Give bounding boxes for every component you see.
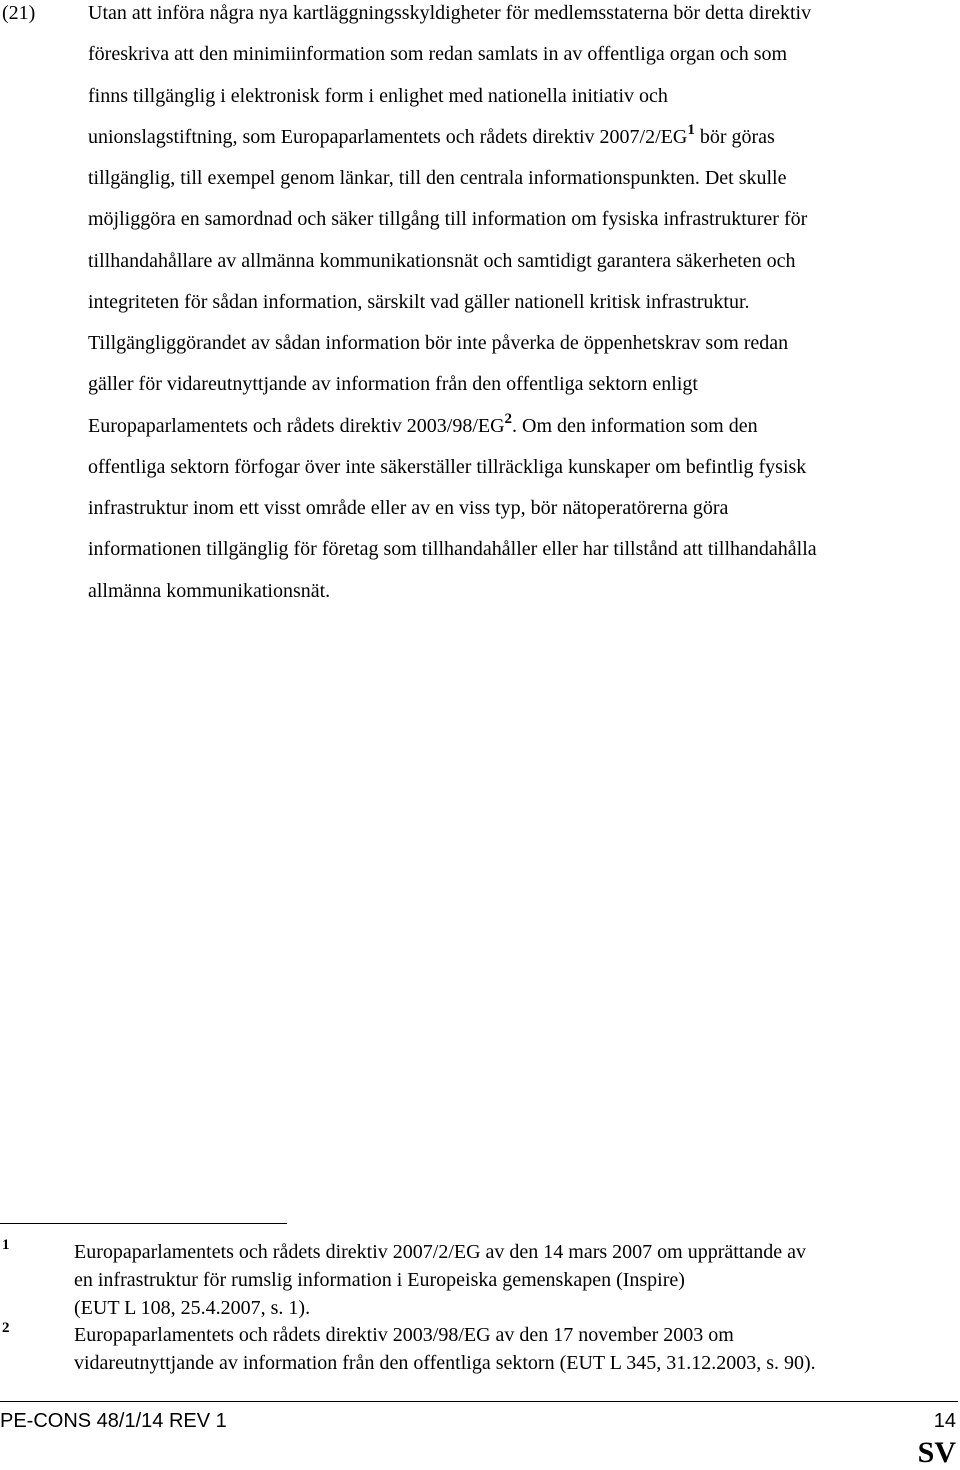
footnote-text xyxy=(74,1324,960,1380)
paragraph-number: (21) xyxy=(2,2,36,24)
footnote-line: Europaparlamentets och rådets direktiv 2007/2/EG av den 14 mars 2007 om upprättande av xyxy=(74,1241,807,1263)
paragraph-line xyxy=(88,410,956,456)
footnote-number: 2 xyxy=(2,1320,10,1336)
paragraph-line: informationen tillgänglig för företag som tillhandahåller eller har tillstånd att tillhandahålla xyxy=(88,538,817,561)
paragraph-body xyxy=(88,2,956,621)
footnote-ref-1[interactable]: 1 xyxy=(687,122,695,139)
paragraph-line: integriteten för sådan information, särskilt vad gäller nationell kritisk infrastruktur. xyxy=(88,290,750,313)
footnote-text xyxy=(74,1241,960,1325)
footnote-line: vidareutnyttjande av information från den offentliga sektorn (EUT L 345, 31.12.2003, s. 90). xyxy=(74,1352,816,1374)
paragraph-line: infrastruktur inom ett visst område eller av en viss typ, bör nätoperatörerna göra xyxy=(88,497,729,519)
paragraph-line: möjliggöra en samordnad och säker tillgång till information om fysiska infrastrukturer för xyxy=(88,208,808,231)
paragraph-line: finns tillgänglig i elektronisk form i enlighet med nationella initiativ och xyxy=(88,84,668,107)
footnote-separator xyxy=(0,1223,287,1224)
footnote-line: (EUT L 108, 25.4.2007, s. 1). xyxy=(74,1297,311,1319)
paragraph-line: offentliga sektorn förfogar över inte säkerställer tillräckliga kunskaper om befintlig fysisk xyxy=(88,455,807,478)
paragraph-line-text: Europaparlamentets och rådets direktiv 2003/98/EG xyxy=(88,414,505,437)
paragraph-line: föreskriva att den minimiinformation som redan samlats in av offentliga organ och som xyxy=(88,43,788,66)
paragraph-line-text: unionslagstiftning, som Europaparlamentets och rådets direktiv 2007/2/EG xyxy=(88,125,688,148)
page-number: 14 xyxy=(933,1410,956,1432)
language-code: SV xyxy=(917,1436,956,1469)
footer-separator xyxy=(0,1401,958,1402)
paragraph-line-text: bör göras xyxy=(694,125,775,148)
footnote-ref-2[interactable]: 2 xyxy=(504,410,513,427)
document-reference: PE-CONS 48/1/14 REV 1 xyxy=(0,1410,227,1432)
paragraph-line xyxy=(88,122,956,167)
paragraph-line: allmänna kommunikationsnät. xyxy=(88,579,331,602)
footnote-line: Europaparlamentets och rådets direktiv 2003/98/EG av den 17 november 2003 om xyxy=(74,1324,734,1346)
paragraph-line: Tillgängliggörandet av sådan information bör inte påverka de öppenhetskrav som redan xyxy=(88,332,789,354)
footnote-line: en infrastruktur för rumslig information i Europeiska gemenskapen (Inspire) xyxy=(74,1269,685,1291)
footnote-number: 1 xyxy=(2,1237,10,1253)
paragraph-line: gäller för vidareutnyttjande av information från den offentliga sektorn enligt xyxy=(88,373,698,396)
paragraph-line: tillgänglig, till exempel genom länkar, till den centrala informationspunkten. Det skulle xyxy=(88,167,787,189)
paragraph-line-text: . Om den information som den xyxy=(512,414,758,437)
paragraph-line: Utan att införa några nya kartläggningsskyldigheter för medlemsstaterna bör detta direktiv xyxy=(88,2,812,24)
paragraph-line: tillhandahållare av allmänna kommunikationsnät och samtidigt garantera säkerheten och xyxy=(88,249,796,272)
